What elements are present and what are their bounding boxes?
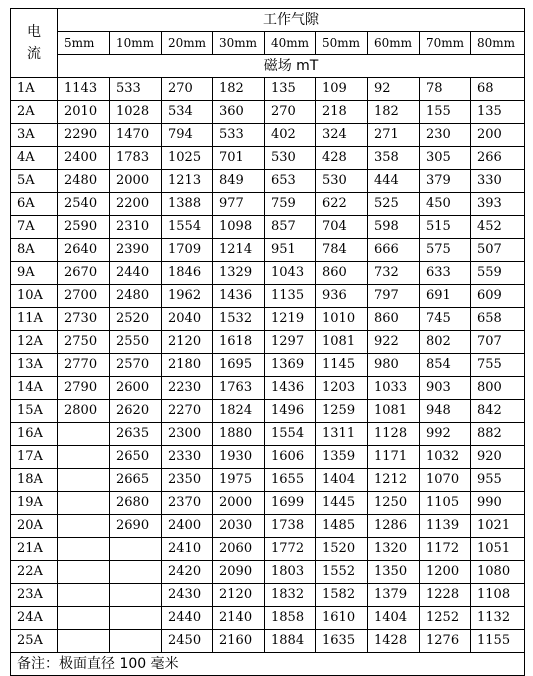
- field-value-cell: 1445: [316, 492, 368, 515]
- field-value-cell: 92: [368, 78, 420, 101]
- field-value-cell: 230: [420, 124, 471, 147]
- field-value-cell: 1655: [265, 469, 316, 492]
- field-value-cell: 609: [471, 285, 525, 308]
- field-value-cell: 1532: [213, 308, 265, 331]
- current-cell: 9A: [11, 262, 58, 285]
- table-row: [11, 147, 525, 170]
- table-row: [11, 170, 525, 193]
- field-value-cell: 452: [471, 216, 525, 239]
- distance-header-cell: 5mm: [58, 32, 110, 55]
- field-value-cell: 2120: [162, 331, 213, 354]
- field-value-cell: 704: [316, 216, 368, 239]
- field-value-cell: 1145: [316, 354, 368, 377]
- field-value-cell: 1219: [265, 308, 316, 331]
- field-value-cell: 951: [265, 239, 316, 262]
- field-value-cell: 559: [471, 262, 525, 285]
- field-value-cell: 1228: [420, 584, 471, 607]
- table-row: [11, 308, 525, 331]
- field-value-cell: 1485: [316, 515, 368, 538]
- current-cell: 22A: [11, 561, 58, 584]
- field-value-cell: 393: [471, 193, 525, 216]
- table-row: [11, 101, 525, 124]
- field-value-cell: 1783: [110, 147, 162, 170]
- field-value-cell: 2390: [110, 239, 162, 262]
- field-value-cell: 1200: [420, 561, 471, 584]
- field-unit-header: 磁场 mT: [58, 55, 525, 78]
- field-value-cell: 622: [316, 193, 368, 216]
- header-row-gap: [11, 9, 525, 32]
- table-row: [11, 285, 525, 308]
- table-row: [11, 262, 525, 285]
- field-value-cell: 1252: [420, 607, 471, 630]
- current-cell: 7A: [11, 216, 58, 239]
- field-value-cell: 1552: [316, 561, 368, 584]
- current-cell: 2A: [11, 101, 58, 124]
- field-value-cell: 1032: [420, 446, 471, 469]
- field-value-cell: 860: [316, 262, 368, 285]
- current-cell: 21A: [11, 538, 58, 561]
- field-value-cell: 1436: [265, 377, 316, 400]
- field-value-cell: 2650: [110, 446, 162, 469]
- field-value-cell: 1824: [213, 400, 265, 423]
- field-value-cell: 2700: [58, 285, 110, 308]
- table-body: [11, 78, 525, 653]
- pole-diameter-note: 备注：极面直径 100 毫米: [11, 653, 525, 676]
- table-row: [11, 193, 525, 216]
- magnetic-field-table: [10, 8, 525, 676]
- field-value-cell: 1139: [420, 515, 471, 538]
- field-value-cell: 379: [420, 170, 471, 193]
- field-value-cell: 1028: [110, 101, 162, 124]
- table-row: [11, 446, 525, 469]
- field-value-cell: 1108: [471, 584, 525, 607]
- current-cell: 1A: [11, 78, 58, 101]
- field-value-cell: 1128: [368, 423, 420, 446]
- field-value-cell: 2670: [58, 262, 110, 285]
- field-value-cell: 428: [316, 147, 368, 170]
- field-value-cell: [110, 630, 162, 653]
- current-cell: 11A: [11, 308, 58, 331]
- field-value-cell: 633: [420, 262, 471, 285]
- distance-header-cell: 40mm: [265, 32, 316, 55]
- distance-header-cell: 50mm: [316, 32, 368, 55]
- field-value-cell: 1171: [368, 446, 420, 469]
- field-value-cell: [58, 607, 110, 630]
- field-value-cell: 450: [420, 193, 471, 216]
- distance-header-cell: 20mm: [162, 32, 213, 55]
- field-value-cell: 1025: [162, 147, 213, 170]
- field-value-cell: 135: [471, 101, 525, 124]
- field-value-cell: 2370: [162, 492, 213, 515]
- field-value-cell: 1709: [162, 239, 213, 262]
- field-value-cell: 2410: [162, 538, 213, 561]
- table-row: [11, 354, 525, 377]
- field-value-cell: 990: [471, 492, 525, 515]
- field-value-cell: 200: [471, 124, 525, 147]
- field-value-cell: 842: [471, 400, 525, 423]
- field-value-cell: 1610: [316, 607, 368, 630]
- field-value-cell: 1369: [265, 354, 316, 377]
- current-cell: 24A: [11, 607, 58, 630]
- current-cell: 20A: [11, 515, 58, 538]
- field-value-cell: 2000: [110, 170, 162, 193]
- field-value-cell: 2750: [58, 331, 110, 354]
- field-value-cell: 800: [471, 377, 525, 400]
- field-value-cell: 1033: [368, 377, 420, 400]
- field-value-cell: 1276: [420, 630, 471, 653]
- field-value-cell: 1379: [368, 584, 420, 607]
- field-value-cell: 1858: [265, 607, 316, 630]
- table-row: [11, 78, 525, 101]
- field-value-cell: 218: [316, 101, 368, 124]
- field-value-cell: 854: [420, 354, 471, 377]
- field-value-cell: 857: [265, 216, 316, 239]
- field-value-cell: 1635: [316, 630, 368, 653]
- current-cell: 5A: [11, 170, 58, 193]
- field-value-cell: 2770: [58, 354, 110, 377]
- current-cell: 6A: [11, 193, 58, 216]
- field-value-cell: 1081: [316, 331, 368, 354]
- field-value-cell: 658: [471, 308, 525, 331]
- field-value-cell: 1803: [265, 561, 316, 584]
- air-gap-header: 工作气隙: [58, 9, 525, 32]
- field-value-cell: 849: [213, 170, 265, 193]
- field-value-cell: 2620: [110, 400, 162, 423]
- field-value-cell: 2270: [162, 400, 213, 423]
- field-value-cell: 1404: [368, 607, 420, 630]
- field-value-cell: 1404: [316, 469, 368, 492]
- current-cell: 13A: [11, 354, 58, 377]
- field-value-cell: 1846: [162, 262, 213, 285]
- field-value-cell: 2540: [58, 193, 110, 216]
- note-row: [11, 653, 525, 676]
- field-value-cell: 360: [213, 101, 265, 124]
- table-row: [11, 377, 525, 400]
- field-value-cell: 1098: [213, 216, 265, 239]
- field-value-cell: [58, 515, 110, 538]
- field-value-cell: 1155: [471, 630, 525, 653]
- field-value-cell: 1930: [213, 446, 265, 469]
- field-value-cell: 653: [265, 170, 316, 193]
- field-value-cell: 530: [316, 170, 368, 193]
- field-value-cell: 1975: [213, 469, 265, 492]
- table-row: [11, 331, 525, 354]
- table-row: [11, 400, 525, 423]
- field-value-cell: 155: [420, 101, 471, 124]
- field-value-cell: 530: [265, 147, 316, 170]
- field-value-cell: [110, 538, 162, 561]
- field-value-cell: 797: [368, 285, 420, 308]
- field-value-cell: 860: [368, 308, 420, 331]
- field-value-cell: 794: [162, 124, 213, 147]
- field-value-cell: 1388: [162, 193, 213, 216]
- field-value-cell: 1618: [213, 331, 265, 354]
- field-value-cell: 1350: [368, 561, 420, 584]
- field-value-cell: 936: [316, 285, 368, 308]
- field-value-cell: 1695: [213, 354, 265, 377]
- field-value-cell: 2060: [213, 538, 265, 561]
- current-cell: 8A: [11, 239, 58, 262]
- field-value-cell: 1250: [368, 492, 420, 515]
- table-row: [11, 216, 525, 239]
- field-value-cell: 1043: [265, 262, 316, 285]
- field-value-cell: [58, 469, 110, 492]
- field-value-cell: 2120: [213, 584, 265, 607]
- field-value-cell: 402: [265, 124, 316, 147]
- field-value-cell: 666: [368, 239, 420, 262]
- field-value-cell: 1212: [368, 469, 420, 492]
- current-header-char: 电: [27, 24, 41, 40]
- distance-header-cell: 10mm: [110, 32, 162, 55]
- field-value-cell: 980: [368, 354, 420, 377]
- field-value-cell: 525: [368, 193, 420, 216]
- field-value-cell: 1010: [316, 308, 368, 331]
- field-value-cell: 1880: [213, 423, 265, 446]
- field-value-cell: [58, 492, 110, 515]
- field-value-cell: 1359: [316, 446, 368, 469]
- table-row: [11, 423, 525, 446]
- field-value-cell: 1329: [213, 262, 265, 285]
- current-cell: 25A: [11, 630, 58, 653]
- field-value-cell: 2800: [58, 400, 110, 423]
- field-value-cell: 1081: [368, 400, 420, 423]
- distance-header-cell: 60mm: [368, 32, 420, 55]
- field-value-cell: 759: [265, 193, 316, 216]
- field-value-cell: 1259: [316, 400, 368, 423]
- field-value-cell: 182: [213, 78, 265, 101]
- field-value-cell: 1203: [316, 377, 368, 400]
- field-value-cell: 1520: [316, 538, 368, 561]
- field-value-cell: 575: [420, 239, 471, 262]
- current-cell: 18A: [11, 469, 58, 492]
- table-row: [11, 124, 525, 147]
- field-value-cell: 2520: [110, 308, 162, 331]
- field-value-cell: 1080: [471, 561, 525, 584]
- field-value-cell: [58, 584, 110, 607]
- distance-header-cell: 70mm: [420, 32, 471, 55]
- field-value-cell: 707: [471, 331, 525, 354]
- field-value-cell: 2790: [58, 377, 110, 400]
- field-value-cell: 1311: [316, 423, 368, 446]
- current-cell: 17A: [11, 446, 58, 469]
- field-value-cell: 745: [420, 308, 471, 331]
- field-value-cell: 903: [420, 377, 471, 400]
- field-value-cell: 2440: [162, 607, 213, 630]
- field-value-cell: 2480: [58, 170, 110, 193]
- table-row: [11, 538, 525, 561]
- field-value-cell: 515: [420, 216, 471, 239]
- field-value-cell: 1070: [420, 469, 471, 492]
- current-header-cell: [11, 9, 58, 78]
- field-value-cell: 701: [213, 147, 265, 170]
- field-value-cell: 2450: [162, 630, 213, 653]
- field-value-cell: 691: [420, 285, 471, 308]
- field-value-cell: 2300: [162, 423, 213, 446]
- field-value-cell: 1105: [420, 492, 471, 515]
- distance-header-cell: 30mm: [213, 32, 265, 55]
- field-value-cell: 533: [110, 78, 162, 101]
- current-cell: 23A: [11, 584, 58, 607]
- field-value-cell: 1496: [265, 400, 316, 423]
- field-value-cell: 2570: [110, 354, 162, 377]
- current-cell: 3A: [11, 124, 58, 147]
- field-value-cell: 2635: [110, 423, 162, 446]
- field-value-cell: 2550: [110, 331, 162, 354]
- field-value-cell: 1884: [265, 630, 316, 653]
- field-value-cell: 1051: [471, 538, 525, 561]
- field-value-cell: 270: [265, 101, 316, 124]
- field-value-cell: 977: [213, 193, 265, 216]
- field-value-cell: 2010: [58, 101, 110, 124]
- current-cell: 15A: [11, 400, 58, 423]
- field-value-cell: [110, 584, 162, 607]
- current-cell: 14A: [11, 377, 58, 400]
- document-page: [10, 8, 525, 676]
- field-value-cell: 324: [316, 124, 368, 147]
- field-value-cell: 2200: [110, 193, 162, 216]
- field-value-cell: 109: [316, 78, 368, 101]
- field-value-cell: 2400: [58, 147, 110, 170]
- field-value-cell: 1554: [162, 216, 213, 239]
- header-row-field: [11, 55, 525, 78]
- table-row: [11, 469, 525, 492]
- table-row: [11, 239, 525, 262]
- field-value-cell: 1428: [368, 630, 420, 653]
- field-value-cell: 1436: [213, 285, 265, 308]
- field-value-cell: 2600: [110, 377, 162, 400]
- field-value-cell: 2420: [162, 561, 213, 584]
- field-value-cell: 1320: [368, 538, 420, 561]
- field-value-cell: 358: [368, 147, 420, 170]
- field-value-cell: 2400: [162, 515, 213, 538]
- field-value-cell: 1135: [265, 285, 316, 308]
- field-value-cell: 78: [420, 78, 471, 101]
- table-row: [11, 584, 525, 607]
- current-cell: 16A: [11, 423, 58, 446]
- field-value-cell: [58, 446, 110, 469]
- field-value-cell: [110, 607, 162, 630]
- field-value-cell: 1021: [471, 515, 525, 538]
- field-value-cell: 1763: [213, 377, 265, 400]
- field-value-cell: 882: [471, 423, 525, 446]
- header-row-distances: [11, 32, 525, 55]
- field-value-cell: 2640: [58, 239, 110, 262]
- field-value-cell: 2430: [162, 584, 213, 607]
- field-value-cell: 534: [162, 101, 213, 124]
- table-header: [11, 9, 525, 78]
- current-cell: 12A: [11, 331, 58, 354]
- field-value-cell: 68: [471, 78, 525, 101]
- field-value-cell: 1172: [420, 538, 471, 561]
- field-value-cell: [58, 561, 110, 584]
- current-cell: 4A: [11, 147, 58, 170]
- field-value-cell: 533: [213, 124, 265, 147]
- field-value-cell: 330: [471, 170, 525, 193]
- field-value-cell: 955: [471, 469, 525, 492]
- field-value-cell: 1582: [316, 584, 368, 607]
- table-row: [11, 492, 525, 515]
- field-value-cell: 2680: [110, 492, 162, 515]
- field-value-cell: 598: [368, 216, 420, 239]
- table-row: [11, 515, 525, 538]
- field-value-cell: [110, 561, 162, 584]
- field-value-cell: 1962: [162, 285, 213, 308]
- field-value-cell: 507: [471, 239, 525, 262]
- field-value-cell: 2140: [213, 607, 265, 630]
- field-value-cell: 802: [420, 331, 471, 354]
- field-value-cell: 948: [420, 400, 471, 423]
- field-value-cell: 1132: [471, 607, 525, 630]
- field-value-cell: 732: [368, 262, 420, 285]
- field-value-cell: 1297: [265, 331, 316, 354]
- field-value-cell: 1143: [58, 78, 110, 101]
- field-value-cell: 182: [368, 101, 420, 124]
- field-value-cell: 755: [471, 354, 525, 377]
- field-value-cell: 2160: [213, 630, 265, 653]
- field-value-cell: 271: [368, 124, 420, 147]
- field-value-cell: 2665: [110, 469, 162, 492]
- field-value-cell: 2350: [162, 469, 213, 492]
- table-footer: [11, 653, 525, 676]
- field-value-cell: 270: [162, 78, 213, 101]
- field-value-cell: 2590: [58, 216, 110, 239]
- field-value-cell: 2230: [162, 377, 213, 400]
- field-value-cell: 2000: [213, 492, 265, 515]
- field-value-cell: 1738: [265, 515, 316, 538]
- current-cell: 10A: [11, 285, 58, 308]
- field-value-cell: 2180: [162, 354, 213, 377]
- field-value-cell: 992: [420, 423, 471, 446]
- field-value-cell: 784: [316, 239, 368, 262]
- current-cell: 19A: [11, 492, 58, 515]
- table-row: [11, 630, 525, 653]
- field-value-cell: [58, 423, 110, 446]
- field-value-cell: 1772: [265, 538, 316, 561]
- field-value-cell: 920: [471, 446, 525, 469]
- field-value-cell: 135: [265, 78, 316, 101]
- field-value-cell: [58, 538, 110, 561]
- field-value-cell: 1554: [265, 423, 316, 446]
- field-value-cell: 2440: [110, 262, 162, 285]
- table-row: [11, 561, 525, 584]
- field-value-cell: 305: [420, 147, 471, 170]
- table-row: [11, 607, 525, 630]
- field-value-cell: 2090: [213, 561, 265, 584]
- field-value-cell: 1699: [265, 492, 316, 515]
- field-value-cell: 444: [368, 170, 420, 193]
- field-value-cell: 2330: [162, 446, 213, 469]
- field-value-cell: 1214: [213, 239, 265, 262]
- field-value-cell: [58, 630, 110, 653]
- field-value-cell: 1832: [265, 584, 316, 607]
- field-value-cell: 266: [471, 147, 525, 170]
- field-value-cell: 1470: [110, 124, 162, 147]
- field-value-cell: 1213: [162, 170, 213, 193]
- field-value-cell: 2690: [110, 515, 162, 538]
- distance-header-cell: 80mm: [471, 32, 525, 55]
- field-value-cell: 2040: [162, 308, 213, 331]
- field-value-cell: 2730: [58, 308, 110, 331]
- current-header-char: 流: [27, 46, 41, 62]
- field-value-cell: 1286: [368, 515, 420, 538]
- field-value-cell: 2480: [110, 285, 162, 308]
- field-value-cell: 2310: [110, 216, 162, 239]
- field-value-cell: 2030: [213, 515, 265, 538]
- field-value-cell: 2290: [58, 124, 110, 147]
- field-value-cell: 1606: [265, 446, 316, 469]
- field-value-cell: 922: [368, 331, 420, 354]
